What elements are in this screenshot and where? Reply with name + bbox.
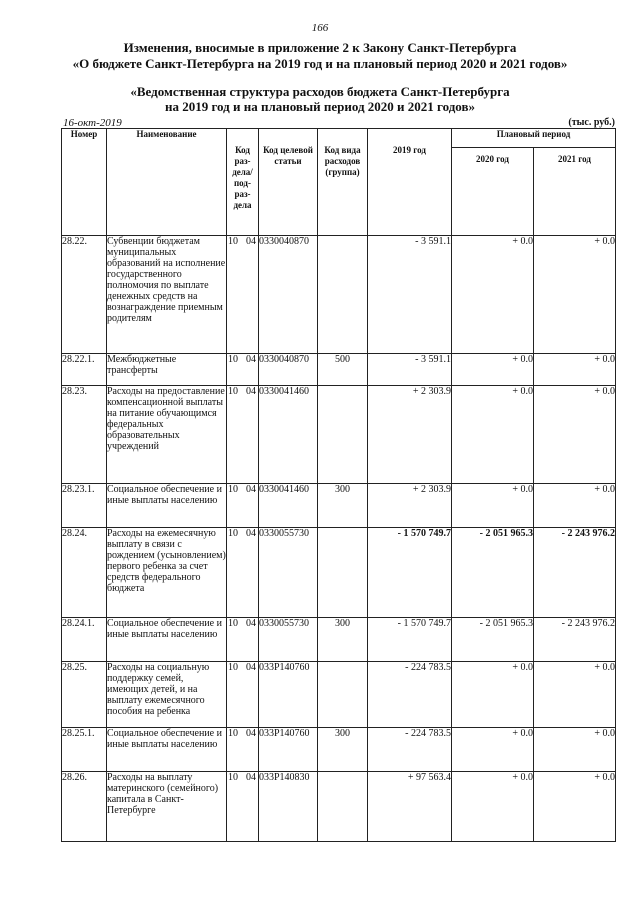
row-kind-code: 300: [318, 618, 368, 662]
row-section: 10: [228, 484, 238, 495]
row-value-2020: + 0.0: [452, 484, 534, 528]
row-number: 28.23.1.: [62, 484, 107, 528]
row-kind-code: 300: [318, 484, 368, 528]
row-value-2019: - 1 570 749.7: [368, 528, 452, 618]
units-label: (тыс. руб.): [568, 117, 615, 128]
row-value-2021: + 0.0: [534, 772, 616, 842]
budget-table: [61, 128, 616, 842]
row-kind-code: [318, 662, 368, 728]
header-target: Код целевой статьи: [259, 129, 318, 236]
row-section: 10: [228, 386, 238, 397]
row-number: 28.23.: [62, 386, 107, 484]
row-section-code: [227, 386, 259, 484]
header-section: Код раз- дела/ под- раз- дела: [227, 129, 259, 236]
row-section: 10: [228, 354, 238, 365]
table-row: [62, 354, 616, 386]
table-row: [62, 386, 616, 484]
row-target-code: 0330040870: [259, 236, 318, 354]
row-target-code: 033P140830: [259, 772, 318, 842]
row-value-2021: + 0.0: [534, 728, 616, 772]
row-name: Расходы на социальную поддержку семей, имеющих детей, и на выплату ежемесячного пособия на ребенка: [107, 662, 227, 728]
row-name: Расходы на предоставление компенсационной выплаты на питание обучающимся федеральных образовательных учреждений: [107, 386, 227, 484]
document-subtitle: [40, 84, 600, 114]
row-section: 10: [228, 728, 238, 739]
row-target-code: 0330055730: [259, 528, 318, 618]
row-subsection: 04: [246, 728, 256, 739]
row-subsection: 04: [246, 354, 256, 365]
row-value-2020: + 0.0: [452, 728, 534, 772]
table-row: [62, 662, 616, 728]
table-row: [62, 236, 616, 354]
row-kind-code: [318, 236, 368, 354]
document-title: [20, 40, 620, 72]
table-row: [62, 728, 616, 772]
row-subsection: 04: [246, 236, 256, 247]
row-number: 28.25.: [62, 662, 107, 728]
row-target-code: 0330041460: [259, 484, 318, 528]
table-row: [62, 484, 616, 528]
row-number: 28.22.: [62, 236, 107, 354]
row-value-2019: - 3 591.1: [368, 236, 452, 354]
row-number: 28.24.1.: [62, 618, 107, 662]
row-section-code: [227, 772, 259, 842]
row-value-2020: + 0.0: [452, 772, 534, 842]
row-section-code: [227, 236, 259, 354]
row-value-2019: - 224 783.5: [368, 728, 452, 772]
row-target-code: 0330040870: [259, 354, 318, 386]
row-value-2021: + 0.0: [534, 662, 616, 728]
row-kind-code: 500: [318, 354, 368, 386]
row-value-2019: - 224 783.5: [368, 662, 452, 728]
row-subsection: 04: [246, 528, 256, 539]
title-line-2: «О бюджете Санкт-Петербурга на 2019 год и на плановый период 2020 и 2021 годов»: [72, 56, 568, 71]
row-section-code: [227, 618, 259, 662]
title-line-1: Изменения, вносимые в приложение 2 к Закону Санкт-Петербурга: [123, 40, 517, 55]
row-number: 28.26.: [62, 772, 107, 842]
row-subsection: 04: [246, 618, 256, 629]
row-target-code: 033P140760: [259, 662, 318, 728]
table-row: [62, 618, 616, 662]
table-row: [62, 528, 616, 618]
document-date: 16-окт-2019: [63, 117, 122, 129]
row-value-2021: + 0.0: [534, 386, 616, 484]
row-name: Расходы на выплату материнского (семейного) капитала в Санкт-Петербурге: [107, 772, 227, 842]
row-name: Социальное обеспечение и иные выплаты населению: [107, 484, 227, 528]
row-value-2019: + 2 303.9: [368, 386, 452, 484]
row-value-2019: - 3 591.1: [368, 354, 452, 386]
row-section: 10: [228, 772, 238, 783]
row-number: 28.24.: [62, 528, 107, 618]
row-section: 10: [228, 662, 238, 673]
row-name: Социальное обеспечение и иные выплаты населению: [107, 728, 227, 772]
row-value-2020: + 0.0: [452, 662, 534, 728]
row-value-2021: + 0.0: [534, 484, 616, 528]
row-kind-code: [318, 772, 368, 842]
row-name: Межбюджетные трансферты: [107, 354, 227, 386]
row-value-2021: - 2 243 976.2: [534, 618, 616, 662]
row-subsection: 04: [246, 386, 256, 397]
row-section-code: [227, 528, 259, 618]
row-section-code: [227, 484, 259, 528]
row-section: 10: [228, 618, 238, 629]
row-name: Субвенции бюджетам муниципальных образований на исполнение государственного полномочия по выплате денежных средств на вознаграждение приемным родителям: [107, 236, 227, 354]
header-name: Наименование: [107, 129, 227, 236]
row-subsection: 04: [246, 662, 256, 673]
subtitle-line-1: «Ведомственная структура расходов бюджета Санкт-Петербурга: [130, 84, 510, 99]
row-value-2021: - 2 243 976.2: [534, 528, 616, 618]
table-row: [62, 772, 616, 842]
row-subsection: 04: [246, 772, 256, 783]
header-planned-period: Плановый период: [452, 129, 616, 148]
page-number: 166: [311, 22, 329, 34]
row-section-code: [227, 354, 259, 386]
row-value-2021: + 0.0: [534, 354, 616, 386]
header-kind: Код вида расходов (группа): [318, 129, 368, 236]
row-value-2020: - 2 051 965.3: [452, 528, 534, 618]
row-kind-code: [318, 528, 368, 618]
row-subsection: 04: [246, 484, 256, 495]
row-section: 10: [228, 528, 238, 539]
row-target-code: 0330055730: [259, 618, 318, 662]
row-name: Расходы на ежемесячную выплату в связи с рождением (усыновлением) первого ребенка за счет средств федерального бюджета: [107, 528, 227, 618]
row-section-code: [227, 662, 259, 728]
subtitle-line-2: на 2019 год и на плановый период 2020 и 2021 годов»: [164, 99, 475, 114]
row-section: 10: [228, 236, 238, 247]
row-section-code: [227, 728, 259, 772]
row-value-2019: + 97 563.4: [368, 772, 452, 842]
row-name: Социальное обеспечение и иные выплаты населению: [107, 618, 227, 662]
row-number: 28.22.1.: [62, 354, 107, 386]
header-2019: 2019 год: [368, 129, 452, 236]
header-2021: 2021 год: [534, 148, 616, 236]
row-target-code: 0330041460: [259, 386, 318, 484]
row-kind-code: 300: [318, 728, 368, 772]
row-value-2019: + 2 303.9: [368, 484, 452, 528]
row-value-2020: + 0.0: [452, 386, 534, 484]
row-kind-code: [318, 386, 368, 484]
row-value-2020: + 0.0: [452, 354, 534, 386]
row-value-2021: + 0.0: [534, 236, 616, 354]
row-number: 28.25.1.: [62, 728, 107, 772]
row-value-2019: - 1 570 749.7: [368, 618, 452, 662]
row-target-code: 033P140760: [259, 728, 318, 772]
header-number: Номер: [62, 129, 107, 236]
row-value-2020: + 0.0: [452, 236, 534, 354]
row-value-2020: - 2 051 965.3: [452, 618, 534, 662]
header-2020: 2020 год: [452, 148, 534, 236]
